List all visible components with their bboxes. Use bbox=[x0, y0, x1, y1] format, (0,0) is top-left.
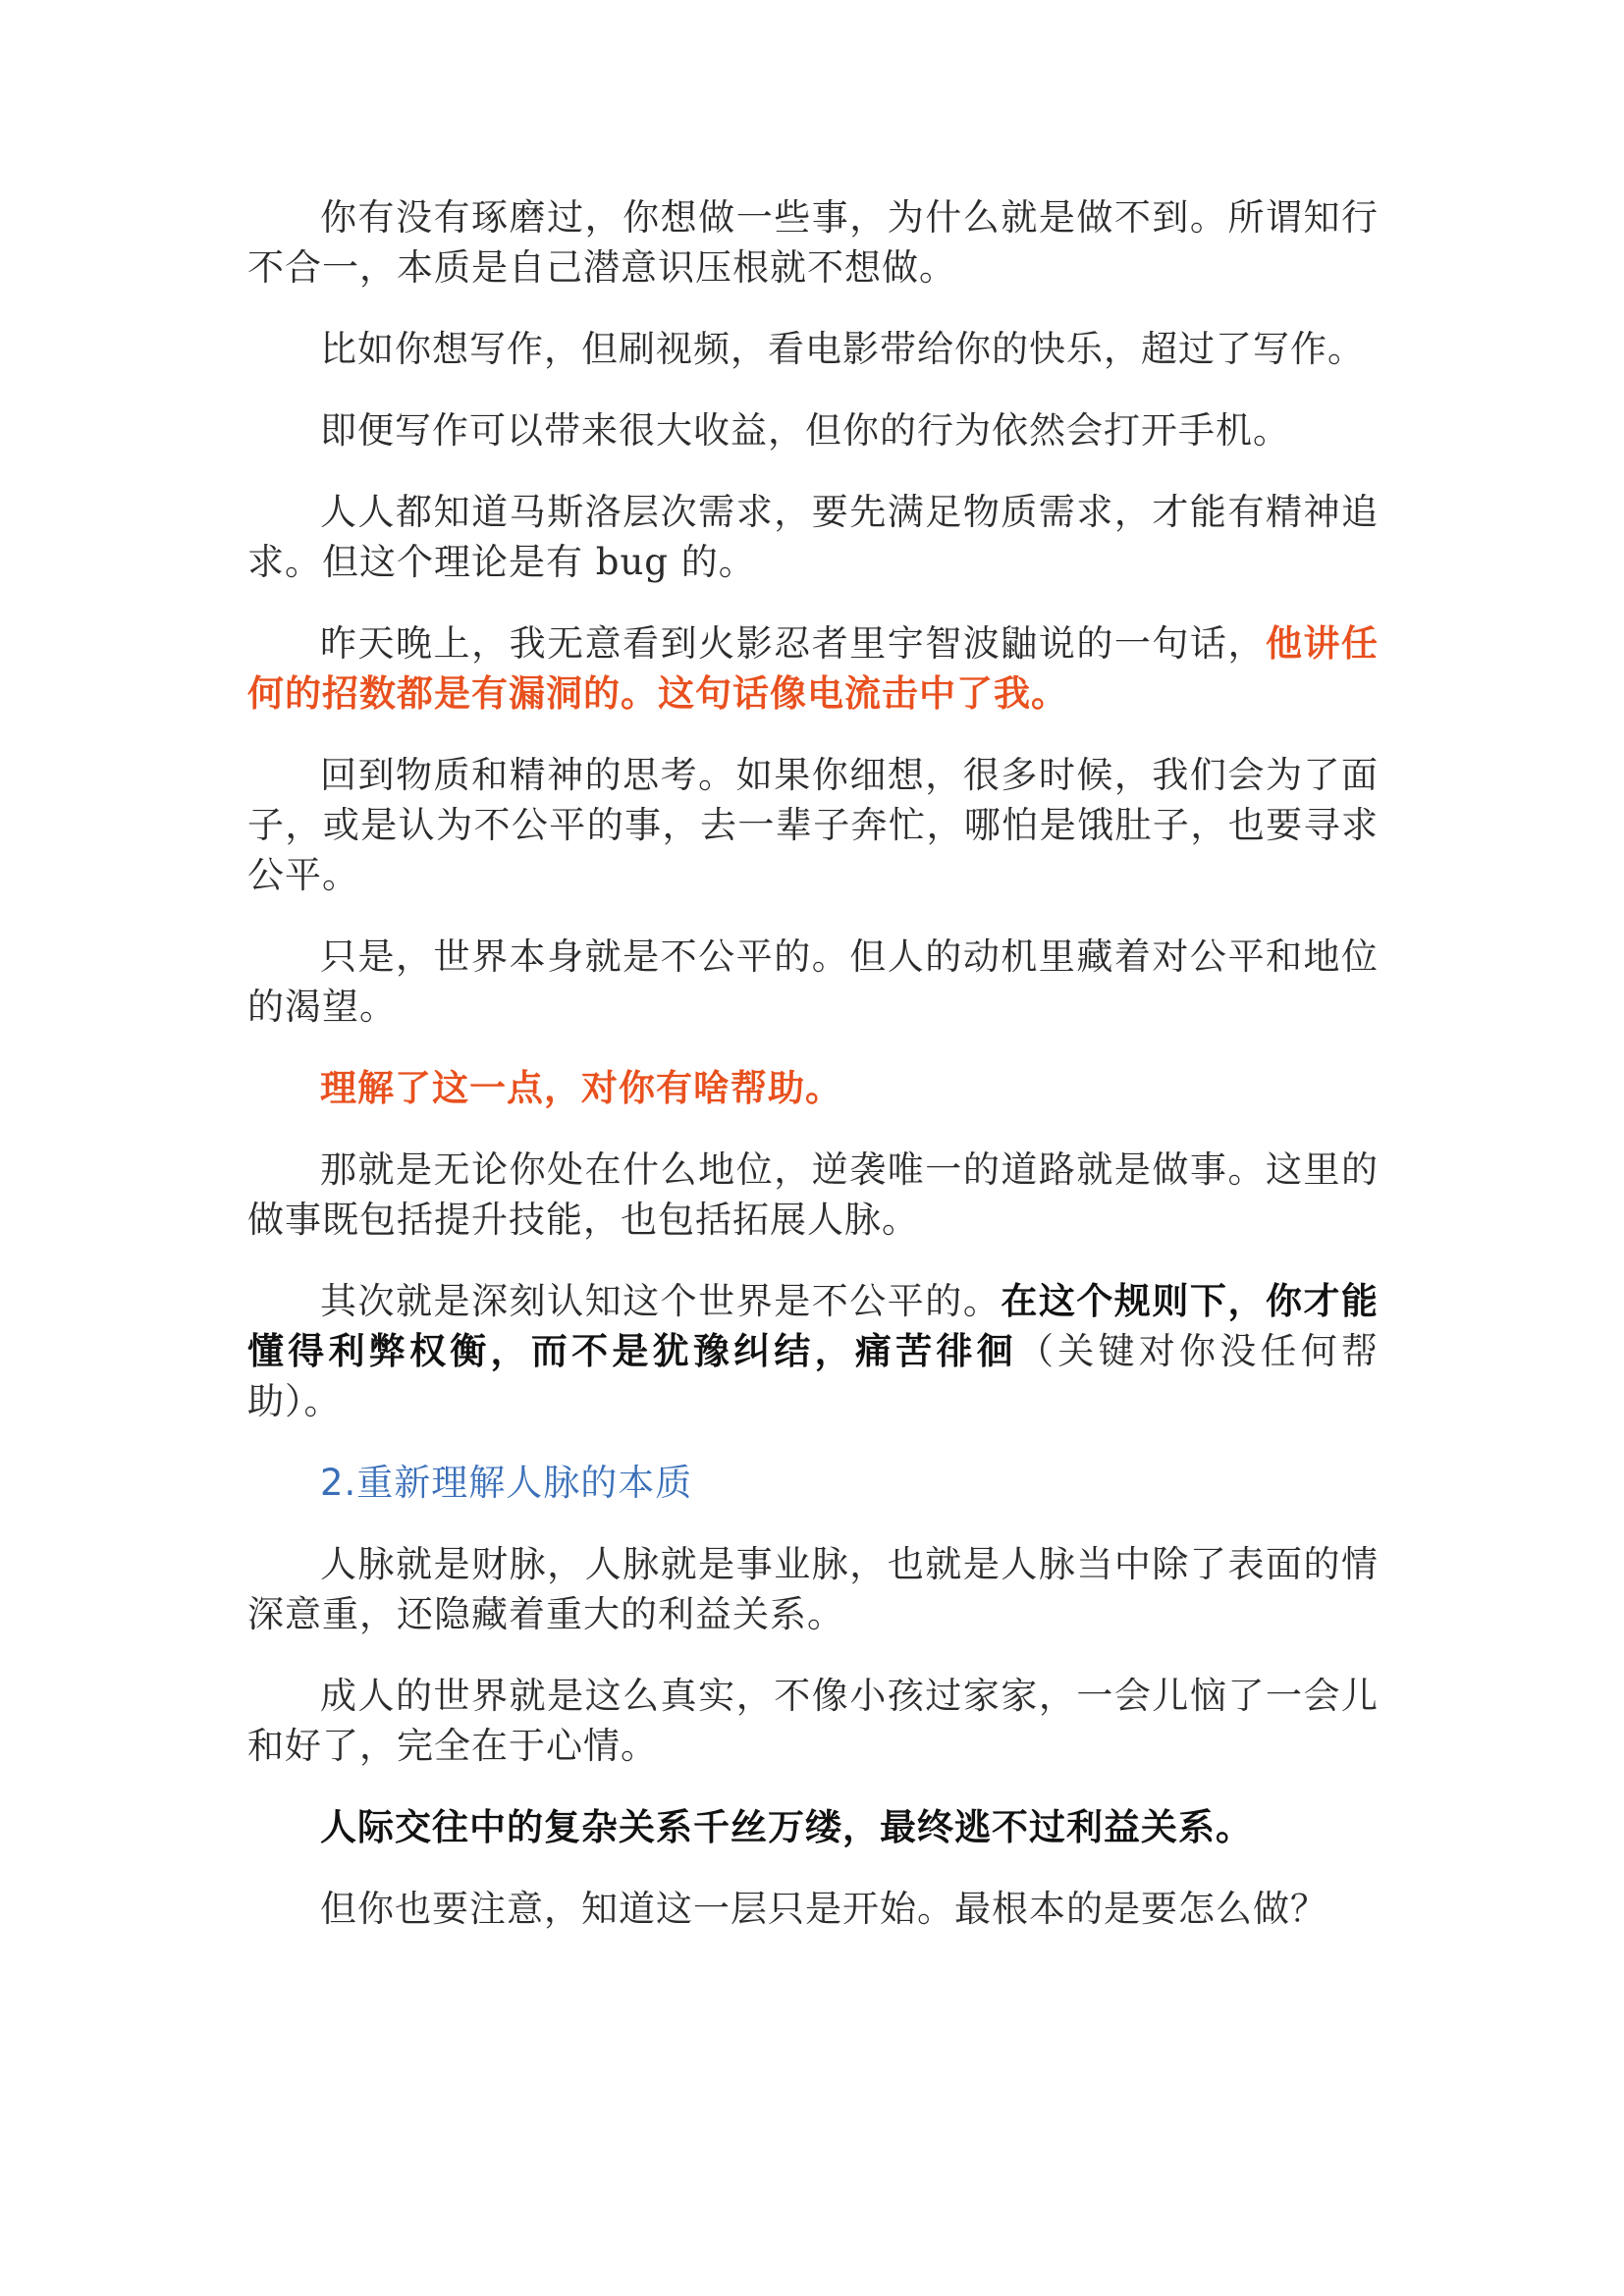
paragraph-10-text-a: 其次就是深刻认知这个世界是不公平的。 bbox=[320, 1280, 1001, 1322]
paragraph-14: 但你也要注意，知道这一层只是开始。最根本的是要怎么做？ bbox=[320, 1888, 1327, 1930]
paragraph-4: 人人都知道马斯洛层次需求，要先满足物质需求，才能有精神追求。但这个理论是有 bug 的。 bbox=[247, 491, 1379, 583]
paragraph-12: 成人的世界就是这么真实，不像小孩过家家，一会儿恼了一会儿和好了，完全在于心情。 bbox=[247, 1675, 1379, 1767]
paragraph-13-bold: 人际交往中的复杂关系千丝万缕，最终逃不过利益关系。 bbox=[320, 1806, 1253, 1848]
paragraph-2: 比如你想写作，但刷视频，看电影带给你的快乐，超过了写作。 bbox=[320, 328, 1365, 370]
paragraph-5-text: 昨天晚上，我无意看到火影忍者里宇智波鼬说的一句话， bbox=[320, 622, 1266, 665]
paragraph-11: 人脉就是财脉，人脉就是事业脉，也就是人脉当中除了表面的情深意重，还隐藏着重大的利益关系。 bbox=[247, 1543, 1379, 1635]
paragraph-5-highlight: 他讲任何的招数都是有漏洞的。这句话像电流击中了我。 bbox=[247, 622, 1380, 715]
paragraph-1: 你有没有琢磨过，你想做一些事，为什么就是做不到。所谓知行不合一，本质是自己潜意识压根就不想做。 bbox=[247, 196, 1379, 289]
paragraph-8-highlight: 理解了这一点，对你有啥帮助。 bbox=[320, 1067, 842, 1109]
paragraph-10-bold: 在这个规则下，你才能懂得利弊权衡，而不是犹豫纠结，痛苦徘徊 bbox=[247, 1280, 1380, 1372]
paragraph-7: 只是，世界本身就是不公平的。但人的动机里藏着对公平和地位的渴望。 bbox=[247, 935, 1379, 1028]
paragraph-3: 即便写作可以带来很大收益，但你的行为依然会打开手机。 bbox=[320, 409, 1290, 452]
paragraph-9: 那就是无论你处在什么地位，逆袭唯一的道路就是做事。这里的做事既包括提升技能，也包括拓展人脉。 bbox=[247, 1148, 1379, 1241]
document-page bbox=[247, 192, 1379, 1965]
section-heading: 2.重新理解人脉的本质 bbox=[320, 1462, 693, 1504]
paragraph-10 bbox=[247, 1276, 1379, 1426]
paragraph-5 bbox=[247, 618, 1379, 719]
paragraph-6: 回到物质和精神的思考。如果你细想，很多时候，我们会为了面子，或是认为不公平的事，去一辈子奔忙，哪怕是饿肚子，也要寻求公平。 bbox=[247, 754, 1379, 896]
paragraph-10-text-b: （关键对你没任何帮助）。 bbox=[247, 1330, 1380, 1422]
